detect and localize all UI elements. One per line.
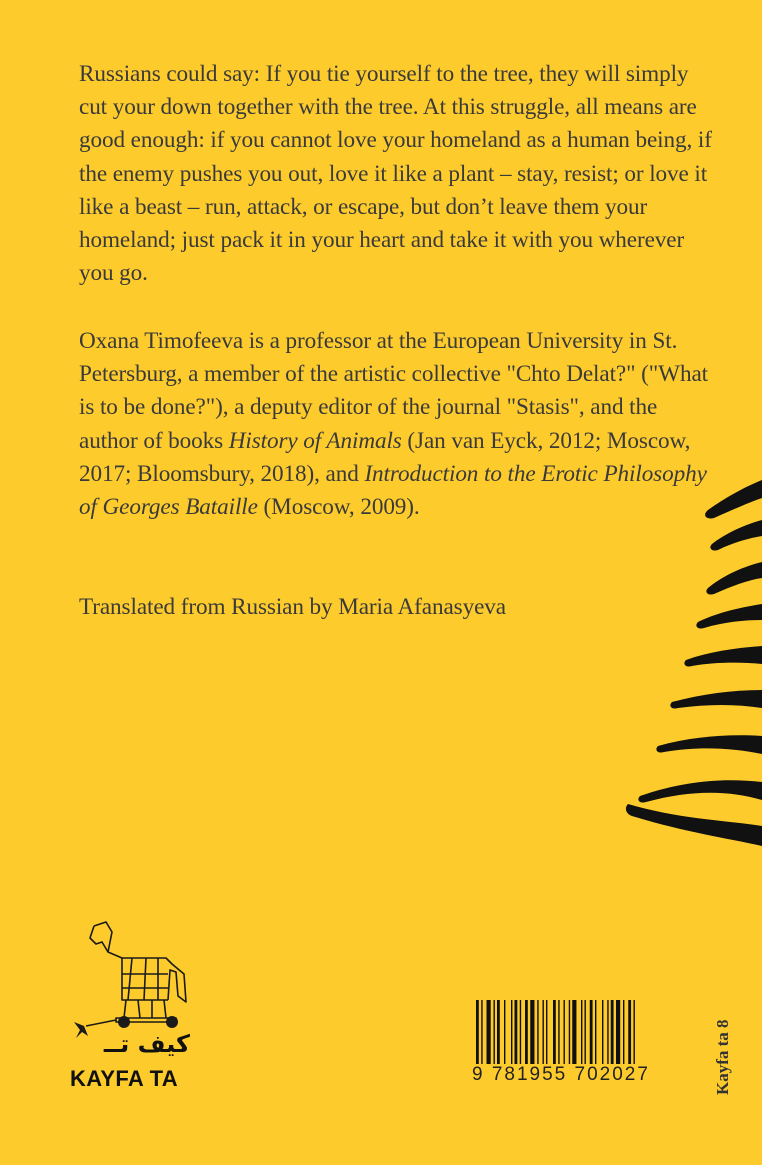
- bio-text-2: (Jan van Eyck, 2012; Moscow, 2017; Bloomsbury, 2018), and: [79, 427, 691, 487]
- bio-text-1: Oxana Timofeeva is a professor at the European University in St. Petersburg, a member of the artistic collective "Chto Delat?" ("What is to be done?"), a deputy editor of the journal "Stasis", and the author of books: [79, 328, 708, 454]
- publisher-name: KAYFA TA: [70, 1066, 178, 1091]
- excerpt-text: Russians could say: If you tie yourself to the tree, they will simply cut your down together with the tree. At this struggle, all means are good enough: if you cannot love your homeland as a human being, if the enemy pushes you out, love it like a plant – stay, resist; or love it like a beast – run, attack, or escape, but don’t leave them your homeland; just pack it in your heart and take it with you wherever you go.: [79, 61, 712, 287]
- isbn-digits: 9 781955 702027: [472, 1064, 650, 1085]
- bio-text-3: (Moscow, 2009).: [257, 494, 420, 521]
- excerpt-paragraph: [79, 58, 719, 290]
- book-title-erotic-philosophy: Introduction to the Erotic Philosophy of Georges Bataille: [79, 460, 707, 521]
- publisher-arabic-name: كيف تــ: [103, 1030, 190, 1058]
- series-label: Kayfa ta 8: [713, 1019, 732, 1095]
- brush-stroke-illustration: [622, 480, 762, 870]
- translator-text: Translated from Russian by Maria Afanasyeva: [79, 594, 506, 620]
- book-title-history-of-animals: History of Animals: [228, 427, 402, 454]
- trojan-horse-logo-icon: [66, 918, 196, 1058]
